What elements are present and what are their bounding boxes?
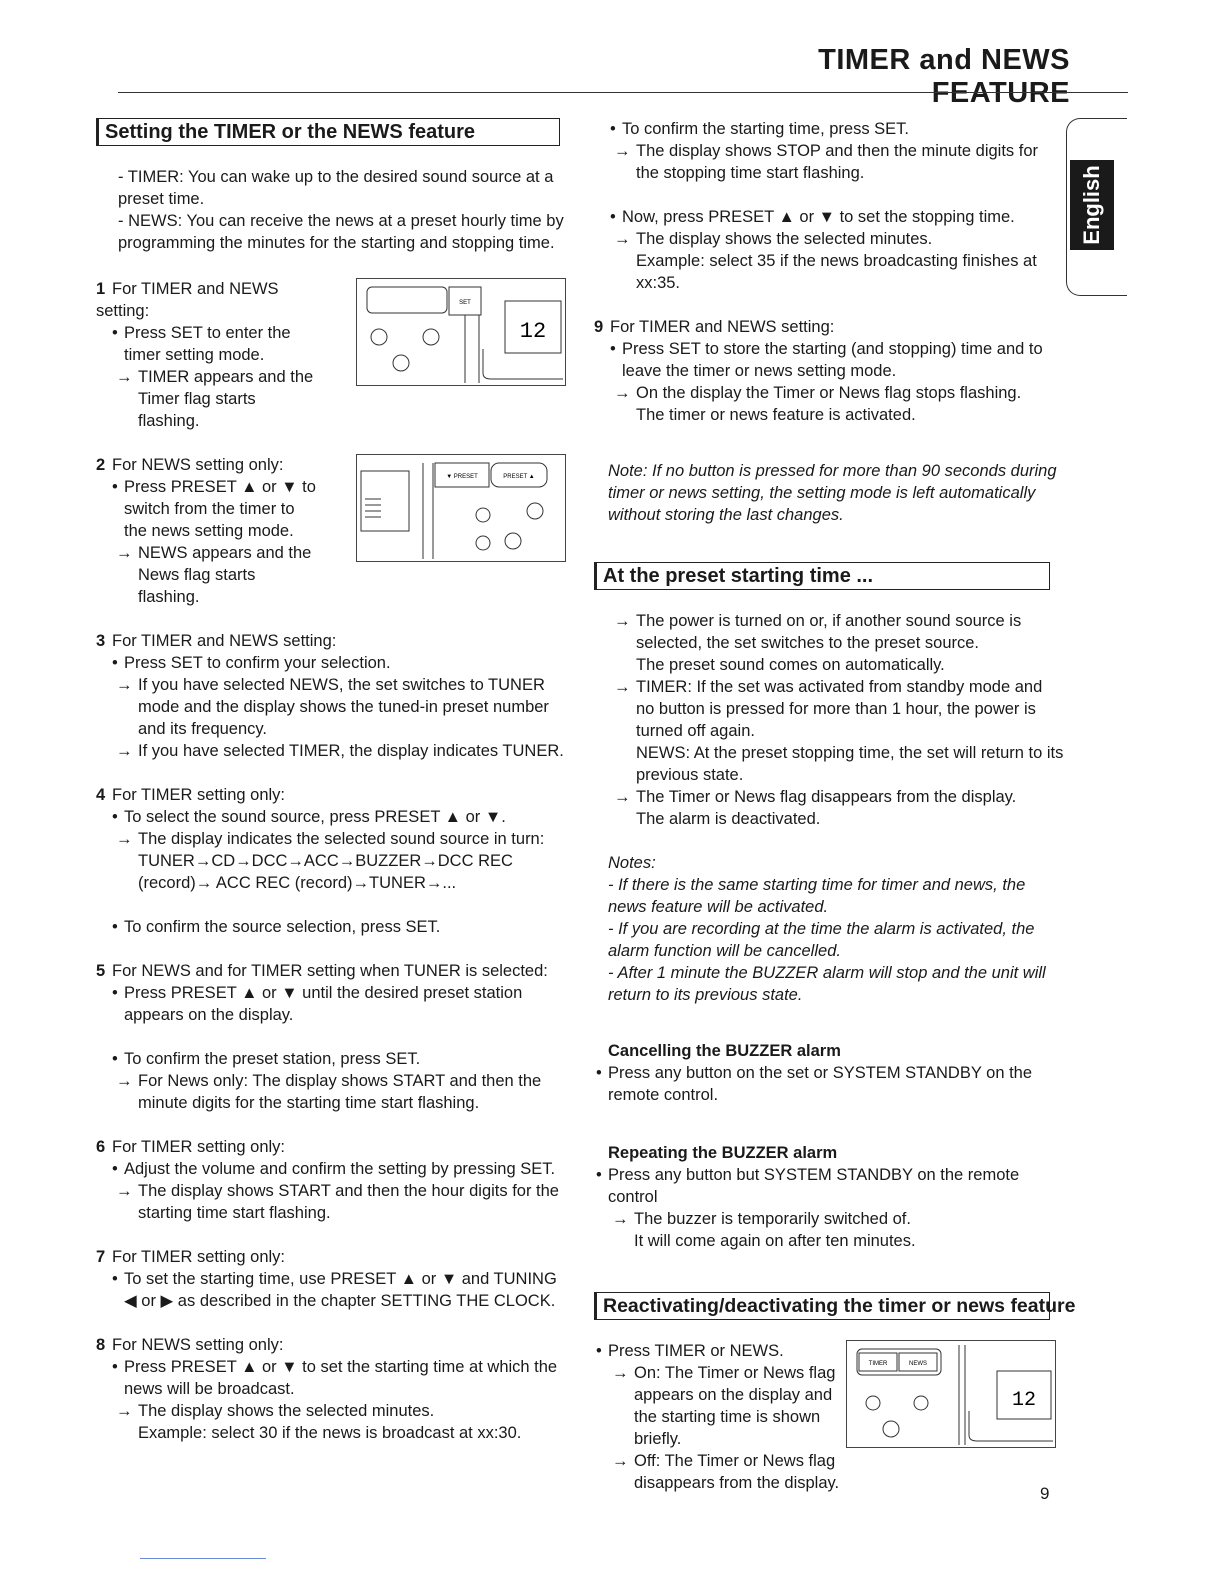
step-number: 6 [96, 1138, 106, 1156]
step-line [610, 206, 1064, 228]
step-number: 3 [96, 632, 106, 650]
arrow-icon: → [116, 1072, 133, 1090]
section-title-reactivating: Reactivating/deactivating the timer or news feature [594, 1292, 1050, 1320]
page-number: 9 [1040, 1484, 1050, 1503]
arrow-icon: → [614, 678, 631, 696]
arrow-icon: → [116, 676, 133, 694]
arrow-icon: → [614, 384, 631, 402]
step-number: 9 [594, 318, 604, 336]
bullet-icon: • [112, 984, 118, 1002]
step-line-text: To set the starting time, use PRESET ▲ or ▼ and TUNING ◀ or ▶ as described in the chapter SETTING THE CLOCK. [124, 1270, 557, 1310]
step-line [112, 476, 316, 542]
step-line-text: The Timer or News flag disappears from the display. [636, 788, 1017, 806]
bullet-icon: • [610, 208, 616, 226]
step-line [610, 338, 1064, 382]
arrow-icon: → [612, 1364, 629, 1382]
step-line-text: Adjust the volume and confirm the setting by pressing SET. [124, 1160, 556, 1178]
step-body [96, 1268, 566, 1312]
step-line [138, 1422, 566, 1444]
arrow-icon: → [116, 544, 133, 562]
step-line-text: The display shows START and then the hour digits for the starting time start flashing. [138, 1182, 559, 1222]
step-line-text: The display shows the selected minutes. [636, 230, 933, 248]
page-title: TIMER and NEWS FEATURE [818, 44, 1070, 109]
step-line-text: Press SET to enter the timer setting mode. [124, 324, 291, 364]
section-title-setting: Setting the TIMER or the NEWS feature [96, 118, 560, 146]
step-body [96, 652, 566, 762]
step-line [112, 806, 566, 828]
step-line [116, 1070, 566, 1114]
step-3 [96, 630, 566, 762]
react-off [612, 1450, 844, 1494]
step-line [636, 808, 1064, 830]
step-8 [96, 1334, 566, 1444]
bullet-icon: • [112, 1160, 118, 1178]
steps-left [96, 278, 566, 1444]
language-label: English [1079, 165, 1104, 245]
step-body [96, 806, 566, 938]
arrow-icon: → [614, 230, 631, 248]
step-4 [96, 784, 566, 938]
bullet-icon: • [112, 918, 118, 936]
step-heading [96, 960, 566, 982]
preset-lines [594, 610, 1064, 830]
step-line-text: To confirm the preset station, press SET. [124, 1050, 421, 1068]
bullet-icon: • [112, 1358, 118, 1376]
step-line-text: TIMER: If the set was activated from standby mode and no button is pressed for more than 1 hour, the power is turned off again. [636, 678, 1043, 740]
right-column [594, 118, 1076, 1494]
display-digits: 12 [519, 319, 547, 344]
react-on [612, 1362, 844, 1450]
arrow-icon: → [614, 788, 631, 806]
step-body [96, 982, 566, 1114]
bullet-icon: • [112, 1050, 118, 1068]
arrow-icon: → [116, 1402, 133, 1420]
step-body [96, 322, 316, 432]
step-line [116, 828, 566, 894]
step-body [96, 476, 316, 608]
step-line-text: Example: select 30 if the news is broadcast at xx:30. [138, 1424, 522, 1442]
left-column [96, 118, 566, 1466]
step-line [636, 654, 1064, 676]
arrow-icon: → [614, 142, 631, 160]
set-label: SET [459, 300, 471, 306]
cancel-text-body: Press any button on the set or SYSTEM STANDBY on the remote control. [608, 1064, 1033, 1104]
bullet-icon: • [596, 1342, 602, 1360]
step-heading-text: For TIMER setting only: [112, 1248, 286, 1266]
step-line-text: NEWS appears and the News flag starts flashing. [138, 544, 312, 606]
news-label: NEWS [909, 1361, 927, 1367]
step-line [112, 322, 316, 366]
step-number: 2 [96, 456, 106, 474]
step-line-text: To confirm the source selection, press SET. [124, 918, 441, 936]
step-heading [96, 1334, 566, 1356]
step-9 [594, 316, 1064, 426]
step-line-text: Press SET to store the starting (and stopping) time and to leave the timer or news setting mode. [622, 340, 1043, 380]
step-heading [96, 1246, 566, 1268]
step-body [96, 1158, 566, 1224]
preset-down-label: ▼ PRESET [446, 474, 478, 480]
step-line-text: To confirm the starting time, press SET. [622, 120, 910, 138]
reactivate-block [594, 1340, 1064, 1494]
step-body [594, 338, 1064, 426]
preset-buttons-figure [356, 454, 566, 562]
step-heading-text: For TIMER setting only: [112, 1138, 286, 1156]
step-line-text: On the display the Timer or News flag stops flashing. [636, 384, 1022, 402]
step-line [614, 228, 1064, 250]
arrow-icon: → [612, 1210, 629, 1228]
react-off-body: Off: The Timer or News flag disappears from the display. [634, 1452, 840, 1492]
step-line-text: The display shows the selected minutes. [138, 1402, 435, 1420]
notes-item: - If there is the same starting time for timer and news, the news feature will be activated. [608, 876, 1026, 916]
step-line [116, 1180, 566, 1224]
bullet-icon: • [112, 478, 118, 496]
step-line [116, 542, 316, 608]
step-line [116, 366, 316, 432]
step-line [614, 676, 1064, 742]
step-heading [594, 316, 1064, 338]
section-title-preset: At the preset starting time ... [594, 562, 1050, 590]
header-rule [118, 92, 1128, 93]
step-line [610, 118, 1064, 140]
step-number: 4 [96, 786, 106, 804]
repeat-text-body: Press any button but SYSTEM STANDBY on the remote control [608, 1166, 1020, 1206]
step-5 [96, 960, 566, 1114]
step-heading [96, 1136, 566, 1158]
notes-block [608, 852, 1064, 1006]
step-body [96, 1356, 566, 1444]
arrow-icon: → [612, 1452, 629, 1470]
step-heading-text: For NEWS and for TIMER setting when TUNER is selected: [112, 962, 548, 980]
step-heading [96, 630, 566, 652]
step-line [112, 652, 566, 674]
repeat-plain: It will come again on after ten minutes. [634, 1232, 916, 1250]
step-line-text: Press SET to confirm your selection. [124, 654, 391, 672]
language-tab-label [1070, 160, 1114, 250]
step-line [636, 404, 1064, 426]
step-line [116, 1400, 566, 1422]
notes-item: - If you are recording at the time the alarm is activated, the alarm function will be cancelled. [608, 920, 1035, 960]
react-bullet-body: Press TIMER or NEWS. [608, 1342, 784, 1360]
step-heading-text: For TIMER setting only: [112, 786, 286, 804]
step-1 [96, 278, 566, 432]
step-heading-text: For TIMER and NEWS setting: [112, 632, 337, 650]
step-heading-text: For NEWS setting only: [112, 1336, 284, 1354]
step-6 [96, 1136, 566, 1224]
step-line-text: TIMER appears and the Timer flag starts flashing. [138, 368, 314, 430]
step-7 [96, 1246, 566, 1312]
step-line-text: Press PRESET ▲ or ▼ until the desired preset station appears on the display. [124, 984, 523, 1024]
step-line [636, 250, 1064, 294]
bullet-icon: • [610, 340, 616, 358]
arrow-icon: → [116, 1182, 133, 1200]
preset-up-label: PRESET ▲ [503, 474, 535, 480]
bullet-icon: • [610, 120, 616, 138]
step-line-text: If you have selected NEWS, the set switches to TUNER mode and the display shows the tuned-in preset number and its frequency. [138, 676, 549, 738]
set-button-figure [356, 278, 566, 386]
bullet-icon: • [596, 1064, 602, 1082]
step-line [112, 1356, 566, 1400]
bullet-icon: • [112, 808, 118, 826]
step-line-text: The display shows STOP and then the minute digits for the stopping time start flashing. [636, 142, 1039, 182]
step-9 [594, 316, 1064, 426]
step-line [112, 916, 566, 938]
note-timeout: Note: If no button is pressed for more than 90 seconds during timer or news setting, the setting mode is left automatically without storing the last changes. [608, 462, 1057, 524]
footer-line [140, 1558, 266, 1559]
step-heading-text: For TIMER and NEWS setting: [610, 318, 835, 336]
step-line [614, 610, 1064, 654]
arrow-icon: → [116, 830, 133, 848]
step-line-text: Now, press PRESET ▲ or ▼ to set the stopping time. [622, 208, 1015, 226]
step-line-text: The alarm is deactivated. [636, 810, 821, 828]
repeat-arrow [612, 1208, 1064, 1230]
step-line [112, 1048, 566, 1070]
step-2 [96, 454, 566, 608]
step-line-text: For News only: The display shows START and then the minute digits for the starting time start flashing. [138, 1072, 542, 1112]
cancel-heading: Cancelling the BUZZER alarm [608, 1042, 841, 1060]
bullet-icon: • [596, 1166, 602, 1184]
bullet-icon: • [112, 324, 118, 342]
cancel-text [596, 1062, 1064, 1106]
arrow-icon: → [614, 612, 631, 630]
display-digits: 12 [1011, 1389, 1037, 1412]
step-line [116, 674, 566, 740]
notes-item: - After 1 minute the BUZZER alarm will stop and the unit will return to its previous state. [608, 964, 1046, 1004]
bullet-icon: • [112, 1270, 118, 1288]
step-line [112, 1268, 566, 1312]
step-line [116, 740, 566, 762]
step-line-text: If you have selected TIMER, the display indicates TUNER. [138, 742, 564, 760]
react-on-body: On: The Timer or News flag appears on the display and the starting time is shown briefly. [634, 1364, 836, 1448]
step-line [112, 1158, 566, 1180]
step-number: 1 [96, 280, 106, 298]
arrow-icon: → [116, 742, 133, 760]
step-heading [96, 784, 566, 806]
step-number: 7 [96, 1248, 106, 1266]
repeat-text [596, 1164, 1064, 1208]
step-line [614, 140, 1064, 184]
step-line-text: The timer or news feature is activated. [636, 406, 916, 424]
arrow-icon: → [116, 368, 133, 386]
step-line-text: Press PRESET ▲ or ▼ to switch from the timer to the news setting mode. [124, 478, 316, 540]
step-line [614, 382, 1064, 404]
step-line-text: NEWS: At the preset stopping time, the set will return to its previous state. [636, 744, 1064, 784]
continued-steps [594, 118, 1064, 294]
step-line-text: To select the sound source, press PRESET ▲ or ▼. [124, 808, 506, 826]
timer-news-panel-figure [846, 1340, 1056, 1448]
step-line-text: The power is turned on or, if another sound source is selected, the set switches to the preset source. [636, 612, 1022, 652]
timer-label: TIMER [868, 1361, 888, 1367]
step-line-text: The display indicates the selected sound source in turn: TUNER→CD→DCC→ACC→BUZZER→DCC REC (record)→ ACC REC (record)→TUNER→... [138, 830, 545, 892]
step-number: 5 [96, 962, 106, 980]
step-line-text: Example: select 35 if the news broadcasting finishes at xx:35. [636, 252, 1037, 292]
step-line [614, 786, 1064, 808]
bullet-icon: • [112, 654, 118, 672]
intro-block [118, 166, 566, 254]
intro-news: - NEWS: You can receive the news at a preset hourly time by programming the minutes for the starting and stopping time. [118, 212, 564, 252]
step-heading [96, 278, 336, 322]
step-line [112, 982, 566, 1026]
step-number: 8 [96, 1336, 106, 1354]
step-heading-text: For NEWS setting only: [112, 456, 284, 474]
repeat-arrow-body: The buzzer is temporarily switched of. [634, 1210, 911, 1228]
step-line [636, 742, 1064, 786]
step-heading [96, 454, 336, 476]
step-line-text: Press PRESET ▲ or ▼ to set the starting time at which the news will be broadcast. [124, 1358, 558, 1398]
step-heading-text: For TIMER and NEWS setting: [96, 280, 279, 320]
repeat-heading: Repeating the BUZZER alarm [608, 1144, 838, 1162]
step-line-text: The preset sound comes on automatically. [636, 656, 945, 674]
intro-timer: - TIMER: You can wake up to the desired sound source at a preset time. [118, 168, 554, 208]
notes-heading: Notes: [608, 854, 656, 872]
